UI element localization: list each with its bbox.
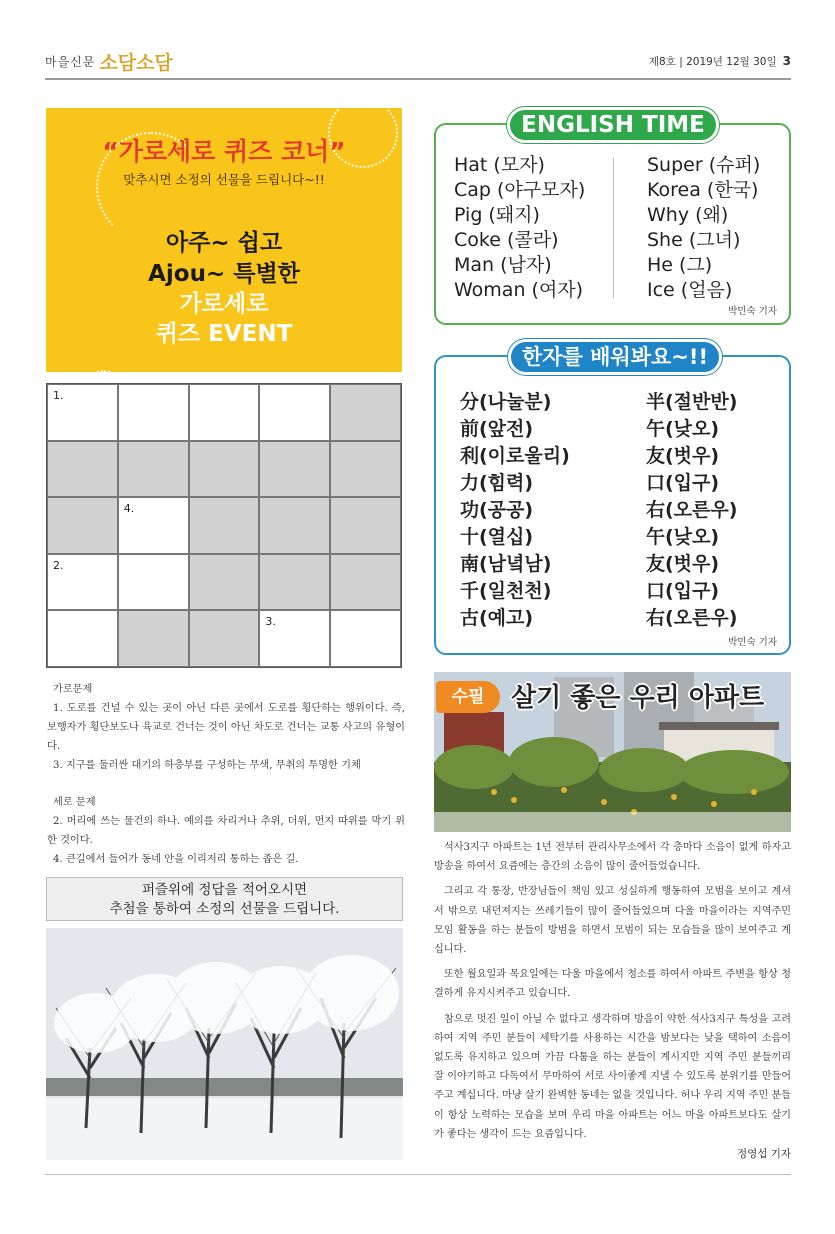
issue-info xyxy=(649,54,791,69)
crossword-blocked-cell xyxy=(259,497,330,554)
crossword-blocked-cell xyxy=(259,554,330,611)
english-word-item: Woman (여자) xyxy=(454,279,584,301)
crossword-blocked-cell xyxy=(189,497,260,554)
crossword-grid xyxy=(46,383,402,668)
english-word-item: Man (남자) xyxy=(454,254,552,276)
crossword-answer-cell[interactable] xyxy=(47,554,118,611)
english-word-item: Coke (콜라) xyxy=(454,229,559,251)
hanja-word-item: 分(나눌분) xyxy=(460,391,552,413)
hanja-title: 한자를 배워봐요~!! xyxy=(508,339,722,375)
hanja-word-item: 友(벗우) xyxy=(646,553,720,575)
prize-notice xyxy=(46,877,403,921)
crossword-answer-cell[interactable] xyxy=(47,384,118,441)
english-words-right xyxy=(647,153,760,303)
across-clue: 1. 도로를 건널 수 있는 곳이 아닌 다른 곳에서 도로를 횡단하는 행위이다. 즉, 보행자가 횡단보도나 육교로 건너는 것이 아닌 차도로 건너는 교통 사고의 유형이다. xyxy=(47,703,405,752)
quiz-line-3: 가로세로 xyxy=(179,291,269,317)
essay-byline: 정영섭 기자 xyxy=(736,1148,791,1160)
crossword-answer-cell[interactable] xyxy=(47,610,118,667)
crossword-blocked-cell xyxy=(189,554,260,611)
crossword-blocked-cell xyxy=(118,441,189,498)
crossword-blocked-cell xyxy=(330,441,401,498)
quiz-title: “가로세로 퀴즈 코너” xyxy=(102,137,346,166)
hanja-words-right xyxy=(646,389,737,632)
english-word-item: Super (슈퍼) xyxy=(647,154,761,176)
page-number: 3 xyxy=(782,54,791,68)
english-word-item: Ice (얼음) xyxy=(647,279,733,301)
clue-number: 1. xyxy=(53,389,64,402)
crossword-blocked-cell xyxy=(259,441,330,498)
footer-divider xyxy=(45,1174,791,1175)
prize-notice-line-2: 추첨을 통하여 소정의 선물을 드립니다. xyxy=(109,901,340,917)
snowy-trees-photo xyxy=(46,928,403,1160)
hanja-word-item: 力(힘력) xyxy=(460,472,534,494)
crossword-answer-cell[interactable] xyxy=(330,610,401,667)
english-word-item: He (그) xyxy=(647,254,713,276)
masthead xyxy=(45,48,791,76)
crossword-answer-cell[interactable] xyxy=(118,554,189,611)
english-word-item: She (그녀) xyxy=(647,229,741,251)
crossword-blocked-cell xyxy=(47,441,118,498)
english-words-left xyxy=(454,153,585,303)
hanja-word-item: 半(절반반) xyxy=(646,391,738,413)
brand-big: 소담소담 xyxy=(99,52,173,74)
crossword-clues xyxy=(47,680,405,869)
crossword-answer-cell[interactable] xyxy=(118,497,189,554)
crossword-blocked-cell xyxy=(47,497,118,554)
essay-body xyxy=(434,838,791,1150)
clue-number: 2. xyxy=(53,558,64,572)
crossword-blocked-cell xyxy=(189,610,260,667)
english-time-title: ENGLISH TIME xyxy=(507,107,719,143)
hanja-word-item: 古(예고) xyxy=(460,607,534,629)
down-clues-heading: 세로 문제 xyxy=(53,797,96,808)
hanja-word-item: 利(이로울리) xyxy=(460,445,570,467)
essay-paragraph: 석사3지구 아파트는 1년 전부터 관리사무소에서 각 층마다 소음이 없게 하자고 방송을 하여서 요즘에는 층간의 소음이 많이 줄어들었습니다. xyxy=(434,842,791,873)
crossword-blocked-cell xyxy=(118,610,189,667)
hanja-word-item: 前(앞전) xyxy=(460,418,534,440)
crossword-blocked-cell xyxy=(330,554,401,611)
brand-small: 마을신문 xyxy=(45,55,96,69)
hanja-word-item: 午(낮오) xyxy=(646,526,720,548)
hanja-words-left xyxy=(460,389,570,632)
essay-title: 살기 좋은 우리 아파트 xyxy=(511,683,765,713)
quiz-line-4: 퀴즈 EVENT xyxy=(155,321,293,347)
crossword-blocked-cell xyxy=(330,497,401,554)
quiz-line-2: Ajou~ 특별한 xyxy=(148,261,300,287)
hanja-word-item: 右(오른우) xyxy=(646,499,738,521)
crossword-answer-cell[interactable] xyxy=(259,384,330,441)
column-divider xyxy=(613,158,614,298)
crossword-blocked-cell xyxy=(330,384,401,441)
english-word-item: Pig (돼지) xyxy=(454,204,540,226)
hanja-word-item: 功(공공) xyxy=(460,499,534,521)
newspaper-logo xyxy=(45,48,173,75)
hanja-word-item: 十(열십) xyxy=(460,526,534,548)
essay-paragraph: 그리고 각 통장, 반장님들이 책임 있고 성실하게 행동하여 모범을 보이고 계셔서 밖으로 내던져지는 쓰레기들이 많이 줄어들었으며 다울 마을이라는 지역주민모임 활동을 하는 분들이 방범을 하면서 모범이 되는 모습들을 많이 보여주고 계십니다. xyxy=(434,886,791,956)
header-divider xyxy=(45,78,791,80)
hanja-word-item: 南(남녘남) xyxy=(460,553,552,575)
issue-date: 제8호 | 2019년 12월 30일 xyxy=(648,56,777,68)
quiz-subtitle: 맞추시면 소정의 선물을 드립니다~!! xyxy=(123,172,325,187)
clue-number: 3. xyxy=(265,615,276,629)
hanja-word-item: 友(벗우) xyxy=(646,445,720,467)
essay-paragraph: 참으로 멋진 일이 아닐 수 없다고 생각하며 방음이 약한 석사3지구 특성을 고려하여 지역 주민 분들이 세탁기를 사용하는 시간을 밤보다는 낮을 택하여 소음이 없도록 유지하고 있으며 가끔 다툼을 하는 분들이 계시지만 지역 주민 분들끼리 잘 이야기하고 다독여서 무마하여 서로 사이좋게 지낼 수 있도록 분위기를 만들어 주고 계십니다. 마냥 살기 완벽한 동네는 없을 것입니다. 허나 우리 지역 주민 분들이 항상 노력하는 모습을 보며 우리 마을 아파트는 어느 마을 아파트보다도 살기가 좋다는 생각이 드는 요즘입니다. xyxy=(434,1013,791,1140)
down-clue: 2. 머리에 쓰는 물건의 하나. 예의를 차리거나 추위, 더위, 먼지 따위를 막기 위한 것이다. xyxy=(47,816,405,846)
quiz-line-1: 아주~ 쉽고 xyxy=(165,230,283,256)
across-clues-heading: 가로문제 xyxy=(53,684,93,695)
crossword-blocked-cell xyxy=(189,441,260,498)
hanja-word-item: 口(입구) xyxy=(646,580,720,602)
hanja-word-item: 千(일천천) xyxy=(460,580,552,602)
english-byline: 박민숙 기자 xyxy=(728,306,777,317)
essay-paragraph: 또한 월요일과 목요일에는 다울 마을에서 청소를 하여서 아파트 주변을 항상 청결하게 유지시켜주고 있습니다. xyxy=(434,969,791,1000)
essay-tag: 수필 xyxy=(436,681,500,713)
crossword-answer-cell[interactable] xyxy=(189,384,260,441)
crossword-answer-cell[interactable] xyxy=(259,610,330,667)
hanja-word-item: 午(낮오) xyxy=(646,418,720,440)
english-word-item: Cap (야구모자) xyxy=(454,179,586,201)
hanja-byline: 박민숙 기자 xyxy=(728,637,777,648)
across-clue: 3. 지구를 둘러싼 대기의 하층부를 구성하는 무색, 무취의 투명한 기체 xyxy=(53,760,361,771)
english-word-item: Why (왜) xyxy=(647,204,729,226)
english-word-item: Korea (한국) xyxy=(647,179,759,201)
prize-notice-line-1: 퍼즐위에 정답을 적어오시면 xyxy=(141,882,308,898)
quiz-banner xyxy=(46,108,402,372)
hanja-word-item: 右(오른우) xyxy=(646,607,738,629)
clue-number: 4. xyxy=(123,502,135,516)
dotted-arc-decoration xyxy=(84,370,124,372)
hanja-word-item: 口(입구) xyxy=(646,472,720,494)
down-clue: 4. 큰길에서 들어가 동네 안을 이리저리 통하는 좁은 길. xyxy=(53,854,299,865)
crossword-answer-cell[interactable] xyxy=(118,384,189,441)
english-word-item: Hat (모자) xyxy=(454,154,545,176)
